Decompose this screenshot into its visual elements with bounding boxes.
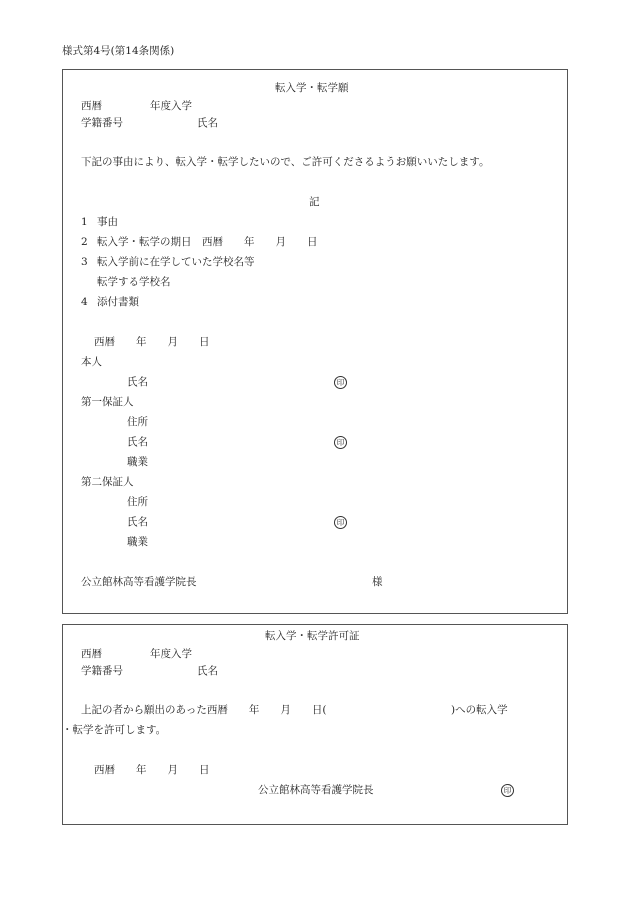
student-name-label: 氏名	[197, 117, 218, 129]
permit-text-line1a: 上記の者から願出のあった西暦 年 月 日(	[81, 704, 327, 716]
item-number: 3	[81, 256, 88, 268]
guarantor1-name-label: 氏名	[127, 436, 148, 448]
seal-icon: 印	[334, 516, 347, 529]
year-admission-label: 年度入学	[150, 100, 192, 112]
permit-student-number-label: 学籍番号	[81, 665, 123, 677]
era-label: 西暦	[81, 100, 102, 112]
item-number: 1	[81, 216, 88, 228]
guarantor2-address-label: 住所	[127, 496, 148, 508]
permit-name-label: 氏名	[197, 665, 218, 677]
application-title: 転入学・転学願	[275, 82, 349, 94]
request-text: 下記の事由により、転入学・転学したいので、ご許可くださるようお願いいたします。	[81, 156, 490, 168]
application-date: 西暦 年 月 日	[94, 336, 210, 348]
item-previous-school: 転入学前に在学していた学校名等	[97, 256, 255, 268]
guarantor2-label: 第二保証人	[81, 476, 134, 488]
seal-icon: 印	[501, 784, 514, 797]
permit-text-line1b: )への転入学	[451, 704, 508, 716]
permit-title: 転入学・転学許可証	[265, 630, 360, 642]
item-number: 2	[81, 236, 88, 248]
permit-date: 西暦 年 月 日	[94, 764, 210, 776]
permit-issuer: 公立館林高等看護学院長	[258, 784, 374, 796]
guarantor1-label: 第一保証人	[81, 396, 134, 408]
guarantor2-occupation-label: 職業	[127, 536, 148, 548]
seal-icon: 印	[334, 436, 347, 449]
item-number: 4	[81, 296, 88, 308]
item-attachments: 添付書類	[97, 296, 139, 308]
item-destination-school: 転学する学校名	[97, 276, 171, 288]
ki-heading: 記	[309, 196, 320, 208]
student-number-label: 学籍番号	[81, 117, 123, 129]
permit-text-line2: ・転学を許可します。	[62, 724, 167, 736]
form-number: 様式第4号(第14条関係)	[62, 45, 175, 57]
seal-icon: 印	[334, 376, 347, 389]
self-name-label: 氏名	[127, 376, 148, 388]
self-label: 本人	[81, 356, 102, 368]
guarantor1-occupation-label: 職業	[127, 456, 148, 468]
item-transfer-date: 転入学・転学の期日 西暦 年 月 日	[97, 236, 318, 248]
honorific: 様	[372, 576, 383, 588]
permit-year-admission-label: 年度入学	[150, 648, 192, 660]
addressee: 公立館林高等看護学院長	[81, 576, 197, 588]
item-reason: 事由	[97, 216, 118, 228]
guarantor1-address-label: 住所	[127, 416, 148, 428]
permit-era-label: 西暦	[81, 648, 102, 660]
guarantor2-name-label: 氏名	[127, 516, 148, 528]
